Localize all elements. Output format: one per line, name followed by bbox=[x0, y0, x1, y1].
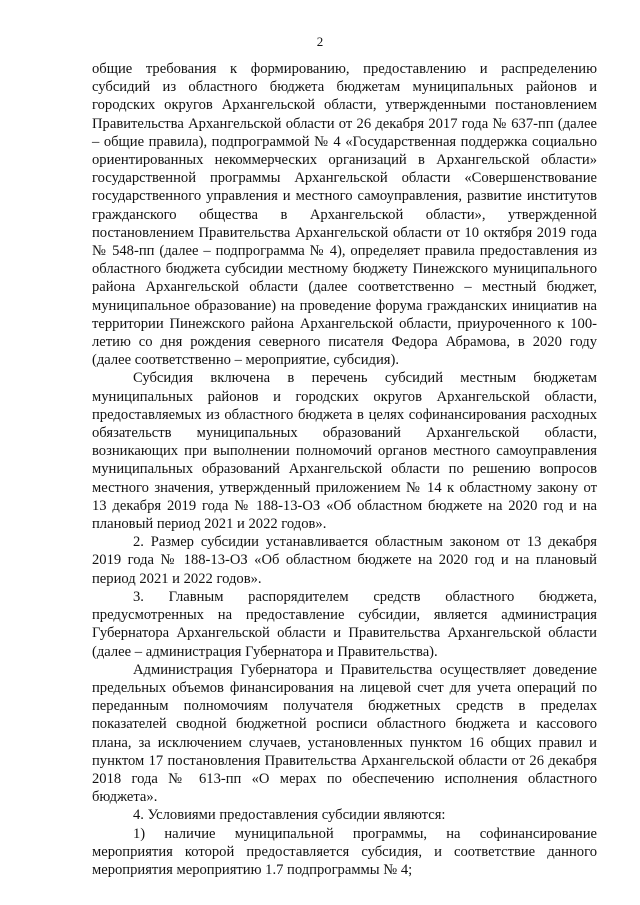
document-body bbox=[92, 60, 597, 879]
paragraph-2: Субсидия включена в перечень субсидий местным бюджетам муниципальных районов и городских округов Архангельской области, предоставляемых из областного бюджета в целях софинансирования расходных обязательств муниципальных образований Архангельской области, возникающих при выполнении полномочий органов местного самоуправления муниципальных образований Архангельской области по решению вопросов местного значения, утвержденный приложением № 14 к областному закону от 13 декабря 2019 года № 188-13-ОЗ «Об областном бюджете на 2020 год и на плановый период 2021 и 2022 годов». bbox=[92, 370, 597, 533]
paragraph-7: 1) наличие муниципальной программы, на софинансирование мероприятия которой предоставляется субсидия, и соответствие данного мероприятия мероприятию 1.7 подпрограммы № 4; bbox=[92, 825, 597, 878]
paragraph-3: 2. Размер субсидии устанавливается областным законом от 13 декабря 2019 года № 188-13-ОЗ «Об областном бюджете на 2020 год и на плановый период 2021 и 2022 годов». bbox=[92, 534, 597, 587]
paragraph-6: 4. Условиями предоставления субсидии являются: bbox=[133, 807, 446, 824]
paragraph-5: Администрация Губернатора и Правительства осуществляет доведение предельных объемов финансирования на лицевой счет для учета операций по переданным полномочиям получателя бюджетных средств в пределах показателей сводной бюджетной росписи областного бюджета и кассового плана, за исключением случаев, установленных пунктом 16 общих правил и пунктом 17 постановления Правительства Архангельской области от 26 декабря 2018 года № 613-пп «О мерах по обеспечению исполнения областного бюджета». bbox=[92, 661, 597, 806]
paragraph-4: 3. Главным распорядителем средств областного бюджета, предусмотренных на предоставление субсидии, является администрация Губернатора Архангельской области и Правительства Архангельской области (далее – администрация Губернатора и Правительства). bbox=[92, 588, 597, 660]
paragraph-1: общие требования к формированию, предоставлению и распределению субсидий из областного бюджета бюджетам муниципальных районов и городских округов Архангельской области, утвержденными постановлением Правительства Архангельской области от 26 декабря 2017 года № 637-пп (далее – общие правила), подпрограммой № 4 «Государственная поддержка социально ориентированных некоммерческих организаций в Архангельской области» государственной программы Архангельской области «Совершенствование государственного управления и местного самоуправления, развитие институтов гражданского общества в Архангельской области», утвержденной постановлением Правительства Архангельской области от 10 октября 2019 года № 548-пп (далее – подпрограмма № 4), определяет правила предоставления из областного бюджета субсидии местному бюджету Пинежского муниципального района Архангельской области (далее соответственно – местный бюджет, муниципальное образование) на проведение форума гражданских инициатив на территории Пинежского района Архангельской области, приуроченного к 100-летию со дня рождения северного писателя Федора Абрамова, в 2020 году (далее соответственно – мероприятие, субсидия). bbox=[92, 61, 597, 369]
page-number: 2 bbox=[316, 34, 324, 49]
